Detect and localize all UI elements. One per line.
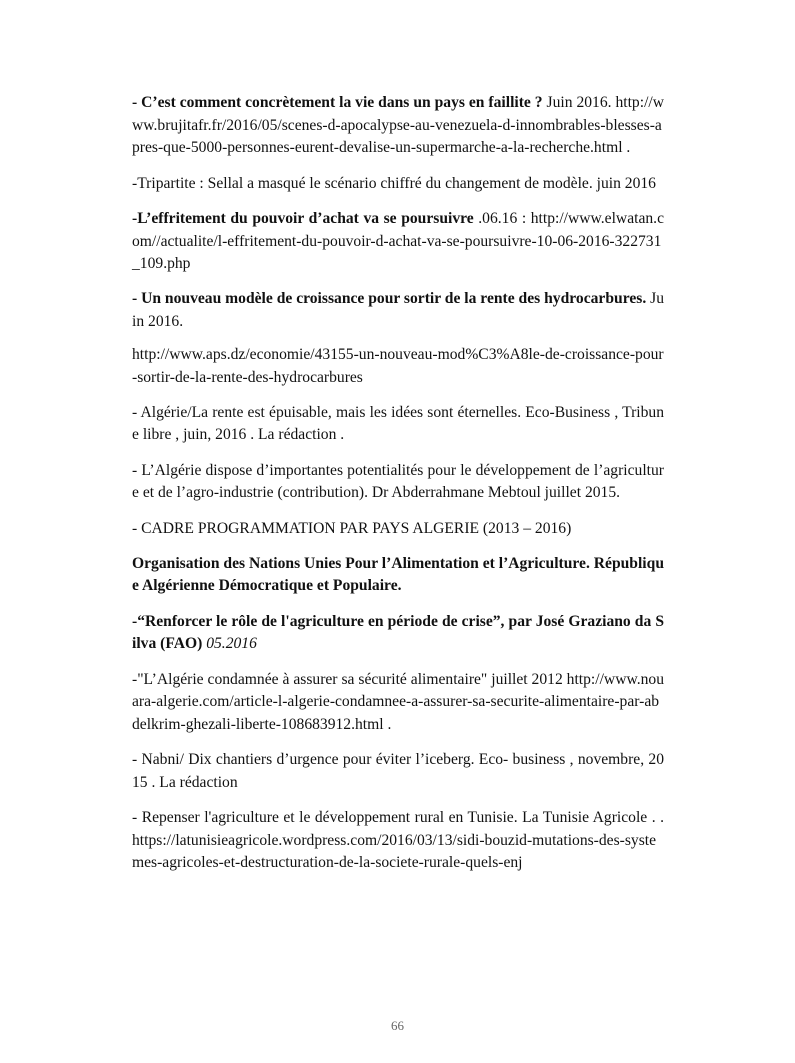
reference-venezuela-faillite — [132, 92, 664, 160]
reference-aps-link — [132, 344, 664, 389]
reference-title: -“Renforcer le rôle de l'agriculture en période de crise”, par José Graziano da Silva (FAO) — [132, 612, 664, 653]
reference-nabni — [132, 749, 664, 794]
reference-details-link[interactable]: .06.16 : http://www.elwatan.com//actualite/l-effritement-du-pouvoir-d-achat-va-se-poursuivre-10-06-2016-322731_109.php — [132, 209, 664, 273]
reference-tripartite — [132, 173, 664, 196]
reference-details-link[interactable]: Juin 2016. http://www.brujitafr.fr/2016/05/scenes-d-apocalypse-au-venezuela-d-innombrables-blesses-apres-que-5000-personnes-eurent-devalise-un-supermarche-a-la-recherche.html . — [132, 94, 664, 157]
references-list — [132, 92, 664, 888]
reference-tunisie-agricole — [132, 807, 664, 875]
reference-text-link[interactable]: - Repenser l'agriculture et le développement rural en Tunisie. La Tunisie Agricole . . https://latunisieagricole.wordpress.com/2016/03/13/sidi-bouzid-mutations-des-systemes-agricoles-et-destructuration-de-la-societe-rurale-quels-enj — [132, 809, 664, 872]
page-number: 66 — [391, 1018, 404, 1033]
reference-date: 05.2016 — [202, 635, 257, 653]
reference-text-link[interactable]: -"L’Algérie condamnée à assurer sa sécurité alimentaire" juillet 2012 http://www.nouara-algerie.com/article-l-algerie-condamnee-a-assurer-sa-securite-alimentaire-par-abdelkrim-ghezali-liberte-108683912.html . — [132, 670, 664, 733]
reference-cadre-programmation — [132, 518, 664, 541]
reference-title: Organisation des Nations Unies Pour l’Alimentation et l’Agriculture. République Algérienne Démocratique et Populaire. — [132, 554, 664, 595]
reference-title: - Un nouveau modèle de croissance pour sortir de la rente des hydrocarbures. — [132, 290, 647, 308]
reference-url-link[interactable]: http://www.aps.dz/economie/43155-un-nouveau-mod%C3%A8le-de-croissance-pour-sortir-de-la-rente-des-hydrocarbures — [132, 345, 664, 386]
reference-securite-alimentaire — [132, 669, 664, 737]
reference-title: - C’est comment concrètement la vie dans un pays en faillite ? — [132, 94, 543, 111]
reference-text: - CADRE PROGRAMMATION PAR PAYS ALGERIE (2013 – 2016) — [132, 519, 572, 537]
reference-nouveau-modele — [132, 288, 664, 333]
reference-fao-organisation — [132, 553, 664, 598]
reference-potentialites — [132, 460, 664, 505]
reference-text: - Nabni/ Dix chantiers d’urgence pour éviter l’iceberg. Eco- business , novembre, 2015 . La rédaction — [132, 751, 664, 791]
reference-rente-epuisable — [132, 402, 664, 447]
reference-title: -L’effritement du pouvoir d’achat va se poursuivre — [132, 209, 474, 227]
reference-text: - Algérie/La rente est épuisable, mais les idées sont éternelles. Eco-Business , Tribune libre , juin, 2016 . La rédaction . — [132, 403, 664, 444]
reference-text: - L’Algérie dispose d’importantes potentialités pour le développement de l’agriculture et de l’agro-industrie (contribution). Dr Abderrahmane Mebtoul juillet 2015. — [132, 461, 664, 502]
reference-date: Juin 2016. — [132, 290, 664, 331]
reference-renforcer-agriculture — [132, 611, 664, 656]
reference-pouvoir-achat — [132, 208, 664, 276]
reference-text: -Tripartite : Sellal a masqué le scénario chiffré du changement de modèle. juin 2016 — [132, 174, 656, 192]
